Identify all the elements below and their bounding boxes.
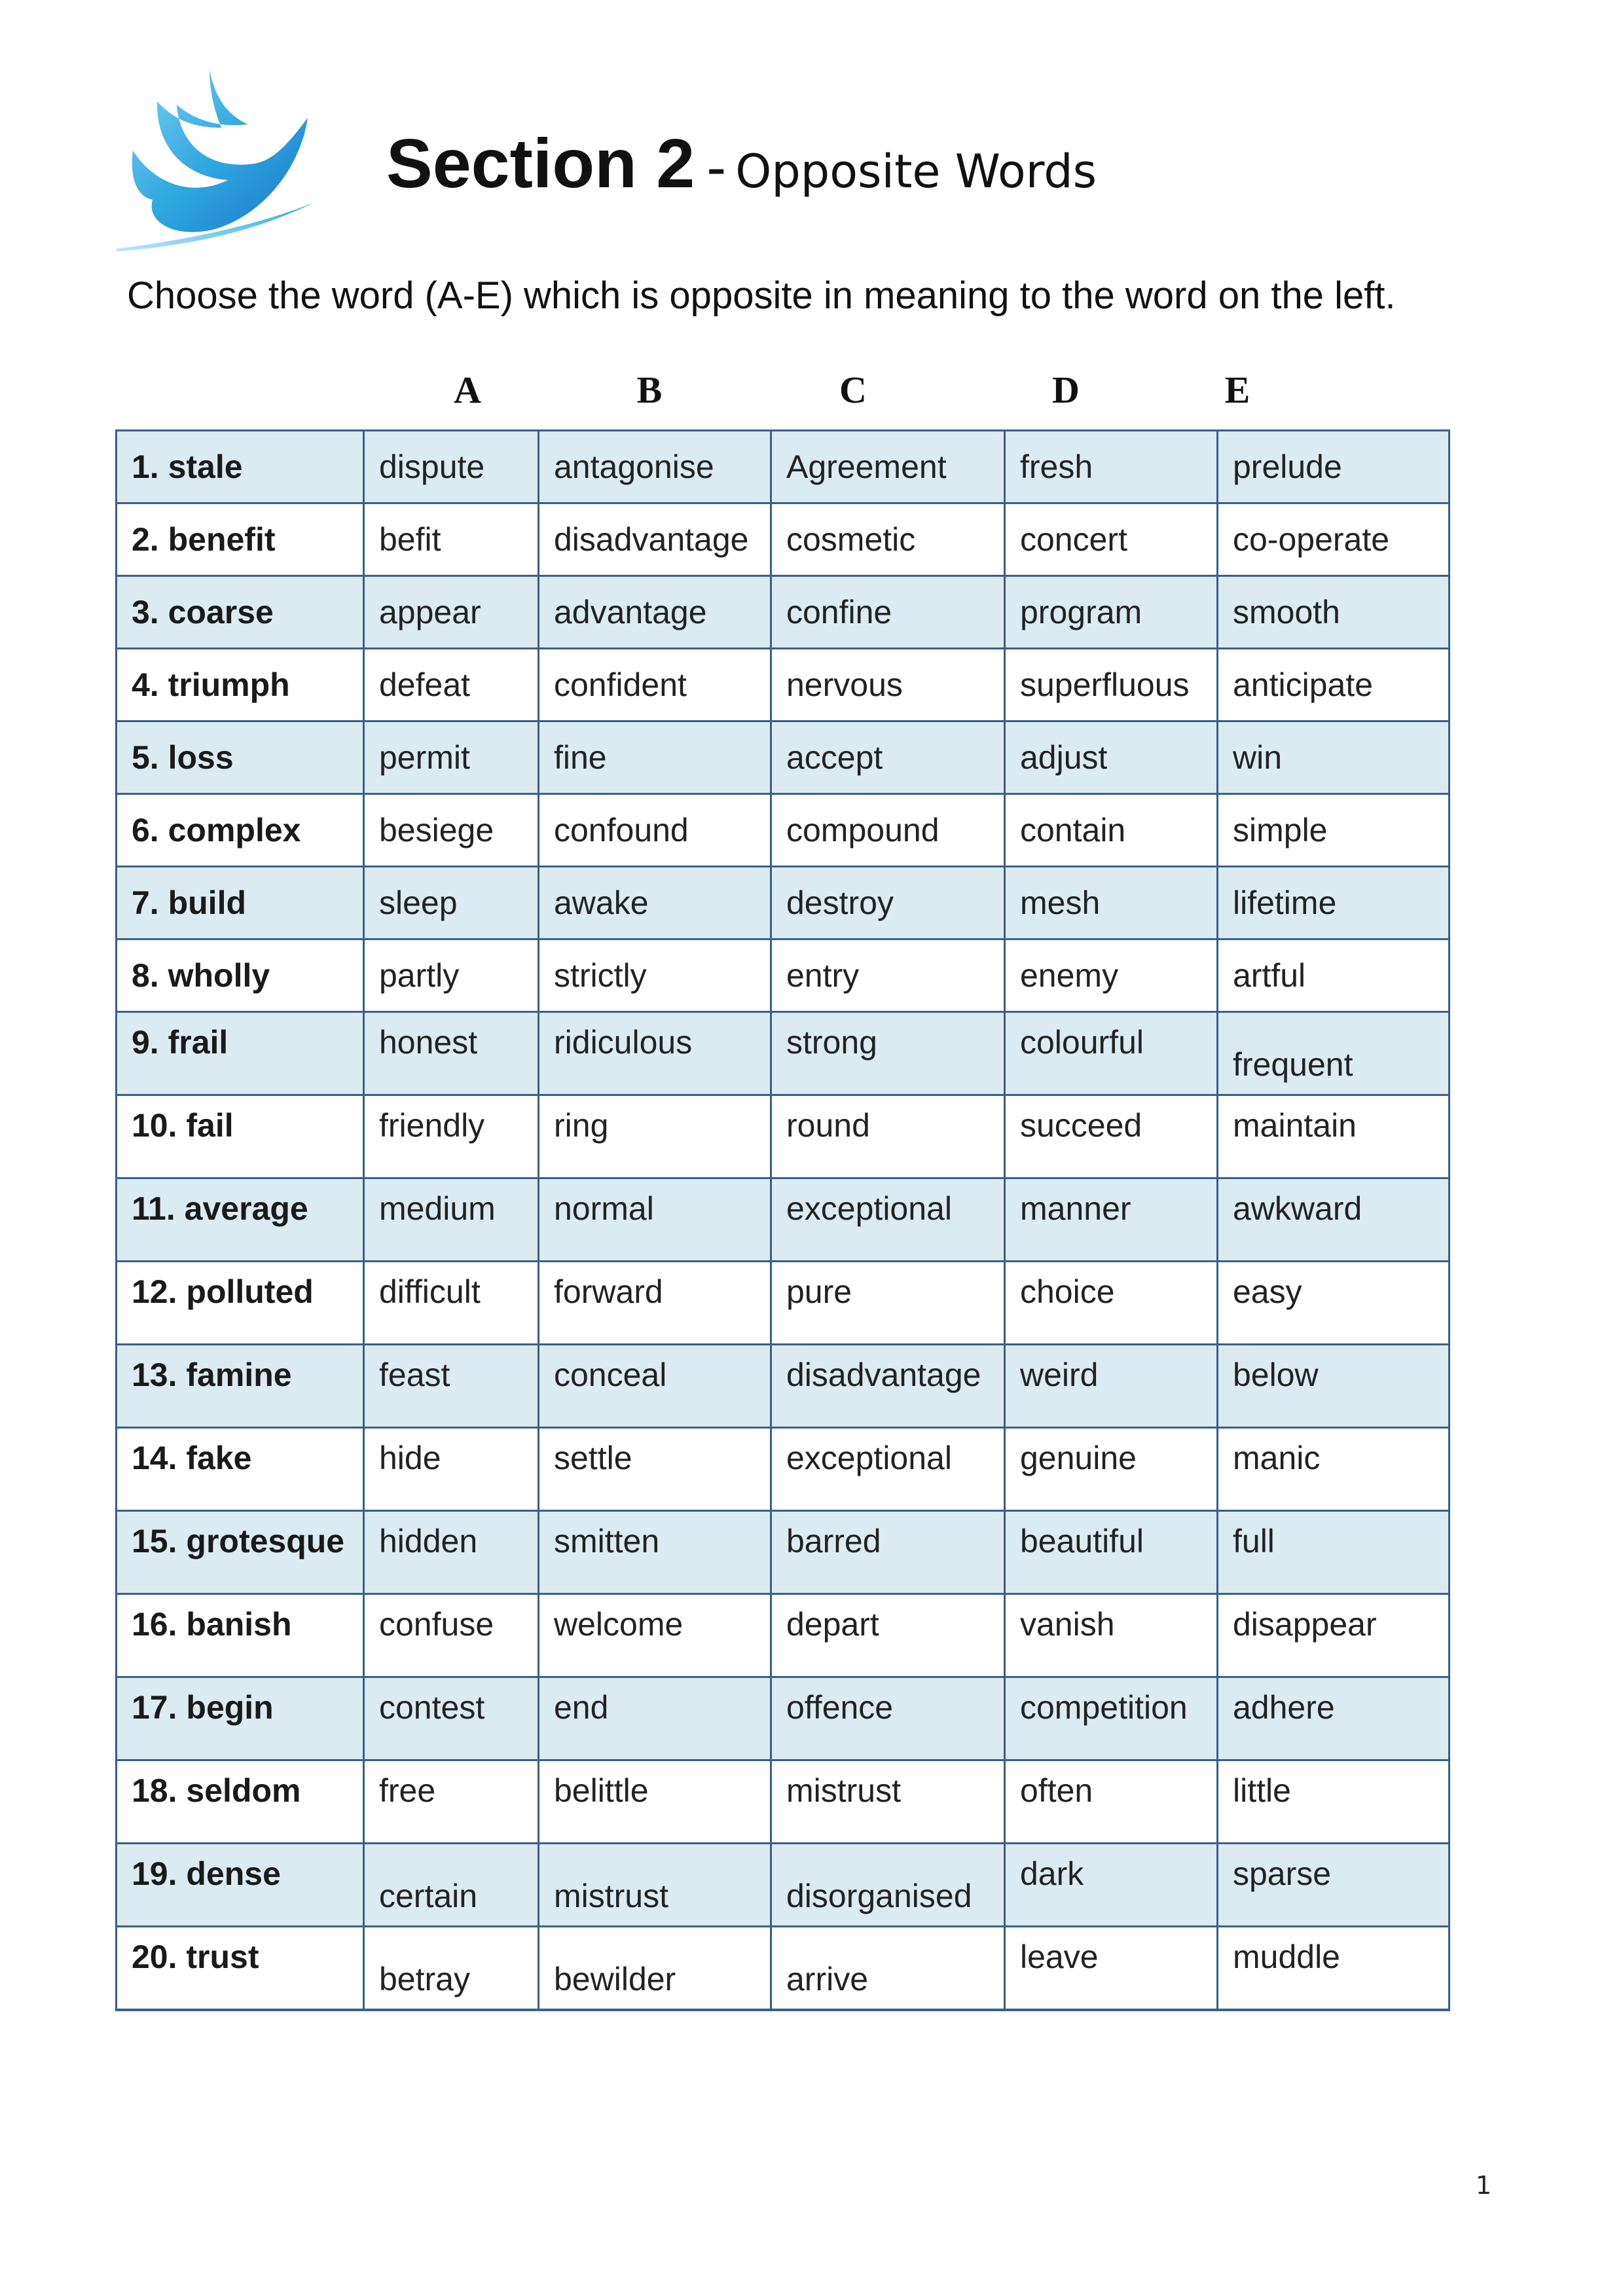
option-a[interactable]: befit: [364, 503, 539, 576]
option-c[interactable]: Agreement: [771, 431, 1005, 503]
option-e[interactable]: artful: [1218, 939, 1450, 1012]
option-c[interactable]: mistrust: [771, 1760, 1005, 1844]
option-b[interactable]: confident: [539, 649, 771, 721]
option-a[interactable]: difficult: [364, 1262, 539, 1345]
option-b[interactable]: mistrust: [539, 1844, 771, 1927]
option-e[interactable]: muddle: [1218, 1927, 1450, 2011]
table-row: [117, 1428, 1450, 1511]
option-d[interactable]: often: [1005, 1760, 1218, 1844]
title-main: Section 2: [386, 125, 695, 202]
option-a[interactable]: honest: [364, 1012, 539, 1095]
option-c[interactable]: exceptional: [771, 1178, 1005, 1262]
option-b[interactable]: ridiculous: [539, 1012, 771, 1095]
option-d[interactable]: dark: [1005, 1844, 1218, 1927]
table-row: [117, 649, 1450, 721]
option-b[interactable]: bewilder: [539, 1927, 771, 2011]
table-row: [117, 1095, 1450, 1178]
option-c[interactable]: confine: [771, 576, 1005, 649]
option-b[interactable]: confound: [539, 794, 771, 867]
option-b[interactable]: normal: [539, 1178, 771, 1262]
column-letter-e: E: [1224, 369, 1250, 411]
page-number: 1: [1476, 2171, 1492, 2200]
column-letter-c: C: [839, 369, 867, 411]
option-b[interactable]: conceal: [539, 1345, 771, 1428]
option-e[interactable]: maintain: [1218, 1095, 1450, 1178]
option-a[interactable]: hidden: [364, 1511, 539, 1594]
option-e[interactable]: easy: [1218, 1262, 1450, 1345]
column-letter-b: B: [636, 369, 663, 411]
option-c[interactable]: exceptional: [771, 1428, 1005, 1511]
option-b[interactable]: strictly: [539, 939, 771, 1012]
question-word: 17. begin: [117, 1677, 364, 1760]
option-c[interactable]: depart: [771, 1594, 1005, 1677]
option-e[interactable]: adhere: [1218, 1677, 1450, 1760]
option-d[interactable]: succeed: [1005, 1095, 1218, 1178]
question-word: 2. benefit: [117, 503, 364, 576]
option-d[interactable]: vanish: [1005, 1594, 1218, 1677]
option-c[interactable]: pure: [771, 1262, 1005, 1345]
option-c[interactable]: offence: [771, 1677, 1005, 1760]
option-d[interactable]: program: [1005, 576, 1218, 649]
question-word: 5. loss: [117, 721, 364, 794]
option-c[interactable]: disadvantage: [771, 1345, 1005, 1428]
option-c[interactable]: disorganised: [771, 1844, 1005, 1927]
question-word: 16. banish: [117, 1594, 364, 1677]
option-d[interactable]: mesh: [1005, 867, 1218, 939]
option-a[interactable]: free: [364, 1760, 539, 1844]
option-d[interactable]: leave: [1005, 1927, 1218, 2011]
option-d[interactable]: weird: [1005, 1345, 1218, 1428]
table-row: [117, 1760, 1450, 1844]
option-e[interactable]: full: [1218, 1511, 1450, 1594]
table-row: [117, 1262, 1450, 1345]
title-dash: -: [706, 135, 727, 200]
option-c[interactable]: cosmetic: [771, 503, 1005, 576]
option-b[interactable]: antagonise: [539, 431, 771, 503]
option-e[interactable]: smooth: [1218, 576, 1450, 649]
question-word: 1. stale: [117, 431, 364, 503]
question-word: 9. frail: [117, 1012, 364, 1095]
question-word: 19. dense: [117, 1844, 364, 1927]
option-b[interactable]: welcome: [539, 1594, 771, 1677]
option-b[interactable]: disadvantage: [539, 503, 771, 576]
option-a[interactable]: besiege: [364, 794, 539, 867]
option-e[interactable]: manic: [1218, 1428, 1450, 1511]
option-c[interactable]: strong: [771, 1012, 1005, 1095]
question-word: 15. grotesque: [117, 1511, 364, 1594]
option-e[interactable]: frequent: [1218, 1012, 1450, 1095]
option-c[interactable]: arrive: [771, 1927, 1005, 2011]
option-e[interactable]: below: [1218, 1345, 1450, 1428]
table-row: [117, 1012, 1450, 1095]
option-d[interactable]: adjust: [1005, 721, 1218, 794]
question-word: 13. famine: [117, 1345, 364, 1428]
question-word: 18. seldom: [117, 1760, 364, 1844]
option-d[interactable]: genuine: [1005, 1428, 1218, 1511]
option-b[interactable]: belittle: [539, 1760, 771, 1844]
page-title: [386, 124, 1097, 204]
instruction-text: Choose the word (A-E) which is opposite in meaning to the word on the left.: [127, 274, 1396, 317]
quiz-table: [115, 429, 1450, 2011]
table-row: [117, 1844, 1450, 1927]
option-a[interactable]: confuse: [364, 1594, 539, 1677]
column-letter-a: A: [454, 369, 481, 411]
option-d[interactable]: enemy: [1005, 939, 1218, 1012]
option-e[interactable]: lifetime: [1218, 867, 1450, 939]
option-d[interactable]: beautiful: [1005, 1511, 1218, 1594]
option-c[interactable]: round: [771, 1095, 1005, 1178]
option-a[interactable]: defeat: [364, 649, 539, 721]
table-row: [117, 1927, 1450, 2011]
option-d[interactable]: concert: [1005, 503, 1218, 576]
question-word: 14. fake: [117, 1428, 364, 1511]
option-d[interactable]: contain: [1005, 794, 1218, 867]
option-d[interactable]: competition: [1005, 1677, 1218, 1760]
question-word: 3. coarse: [117, 576, 364, 649]
option-a[interactable]: appear: [364, 576, 539, 649]
table-row: [117, 1511, 1450, 1594]
option-a[interactable]: medium: [364, 1178, 539, 1262]
option-c[interactable]: accept: [771, 721, 1005, 794]
option-b[interactable]: smitten: [539, 1511, 771, 1594]
option-a[interactable]: certain: [364, 1844, 539, 1927]
option-a[interactable]: permit: [364, 721, 539, 794]
option-b[interactable]: ring: [539, 1095, 771, 1178]
question-word: 6. complex: [117, 794, 364, 867]
question-word: 11. average: [117, 1178, 364, 1262]
option-e[interactable]: little: [1218, 1760, 1450, 1844]
question-word: 7. build: [117, 867, 364, 939]
option-a[interactable]: contest: [364, 1677, 539, 1760]
column-letter-d: D: [1052, 369, 1080, 411]
option-e[interactable]: simple: [1218, 794, 1450, 867]
option-a[interactable]: sleep: [364, 867, 539, 939]
table-row: [117, 721, 1450, 794]
option-e[interactable]: prelude: [1218, 431, 1450, 503]
option-a[interactable]: partly: [364, 939, 539, 1012]
option-d[interactable]: superfluous: [1005, 649, 1218, 721]
logo: [117, 65, 326, 255]
option-d[interactable]: choice: [1005, 1262, 1218, 1345]
option-c[interactable]: compound: [771, 794, 1005, 867]
question-word: 10. fail: [117, 1095, 364, 1178]
option-e[interactable]: anticipate: [1218, 649, 1450, 721]
option-b[interactable]: settle: [539, 1428, 771, 1511]
question-word: 20. trust: [117, 1927, 364, 2011]
option-b[interactable]: fine: [539, 721, 771, 794]
option-a[interactable]: betray: [364, 1927, 539, 2011]
option-b[interactable]: awake: [539, 867, 771, 939]
table-row: [117, 1594, 1450, 1677]
table-row: [117, 431, 1450, 503]
question-word: 8. wholly: [117, 939, 364, 1012]
option-c[interactable]: nervous: [771, 649, 1005, 721]
option-e[interactable]: sparse: [1218, 1844, 1450, 1927]
swoosh-logo-icon: [117, 65, 326, 255]
option-b[interactable]: forward: [539, 1262, 771, 1345]
option-c[interactable]: destroy: [771, 867, 1005, 939]
question-word: 4. triumph: [117, 649, 364, 721]
title-subtitle: Opposite Words: [735, 145, 1097, 198]
table-row: [117, 1178, 1450, 1262]
option-b[interactable]: advantage: [539, 576, 771, 649]
option-d[interactable]: manner: [1005, 1178, 1218, 1262]
option-e[interactable]: win: [1218, 721, 1450, 794]
table-row: [117, 503, 1450, 576]
option-c[interactable]: entry: [771, 939, 1005, 1012]
option-a[interactable]: dispute: [364, 431, 539, 503]
table-row: [117, 939, 1450, 1012]
option-e[interactable]: awkward: [1218, 1178, 1450, 1262]
option-d[interactable]: fresh: [1005, 431, 1218, 503]
option-b[interactable]: end: [539, 1677, 771, 1760]
option-d[interactable]: colourful: [1005, 1012, 1218, 1095]
table-row: [117, 867, 1450, 939]
option-e[interactable]: disappear: [1218, 1594, 1450, 1677]
table-row: [117, 794, 1450, 867]
question-word: 12. polluted: [117, 1262, 364, 1345]
option-a[interactable]: feast: [364, 1345, 539, 1428]
table-row: [117, 1677, 1450, 1760]
table-row: [117, 1345, 1450, 1428]
option-c[interactable]: barred: [771, 1511, 1005, 1594]
option-e[interactable]: co-operate: [1218, 503, 1450, 576]
option-a[interactable]: friendly: [364, 1095, 539, 1178]
option-a[interactable]: hide: [364, 1428, 539, 1511]
table-row: [117, 576, 1450, 649]
